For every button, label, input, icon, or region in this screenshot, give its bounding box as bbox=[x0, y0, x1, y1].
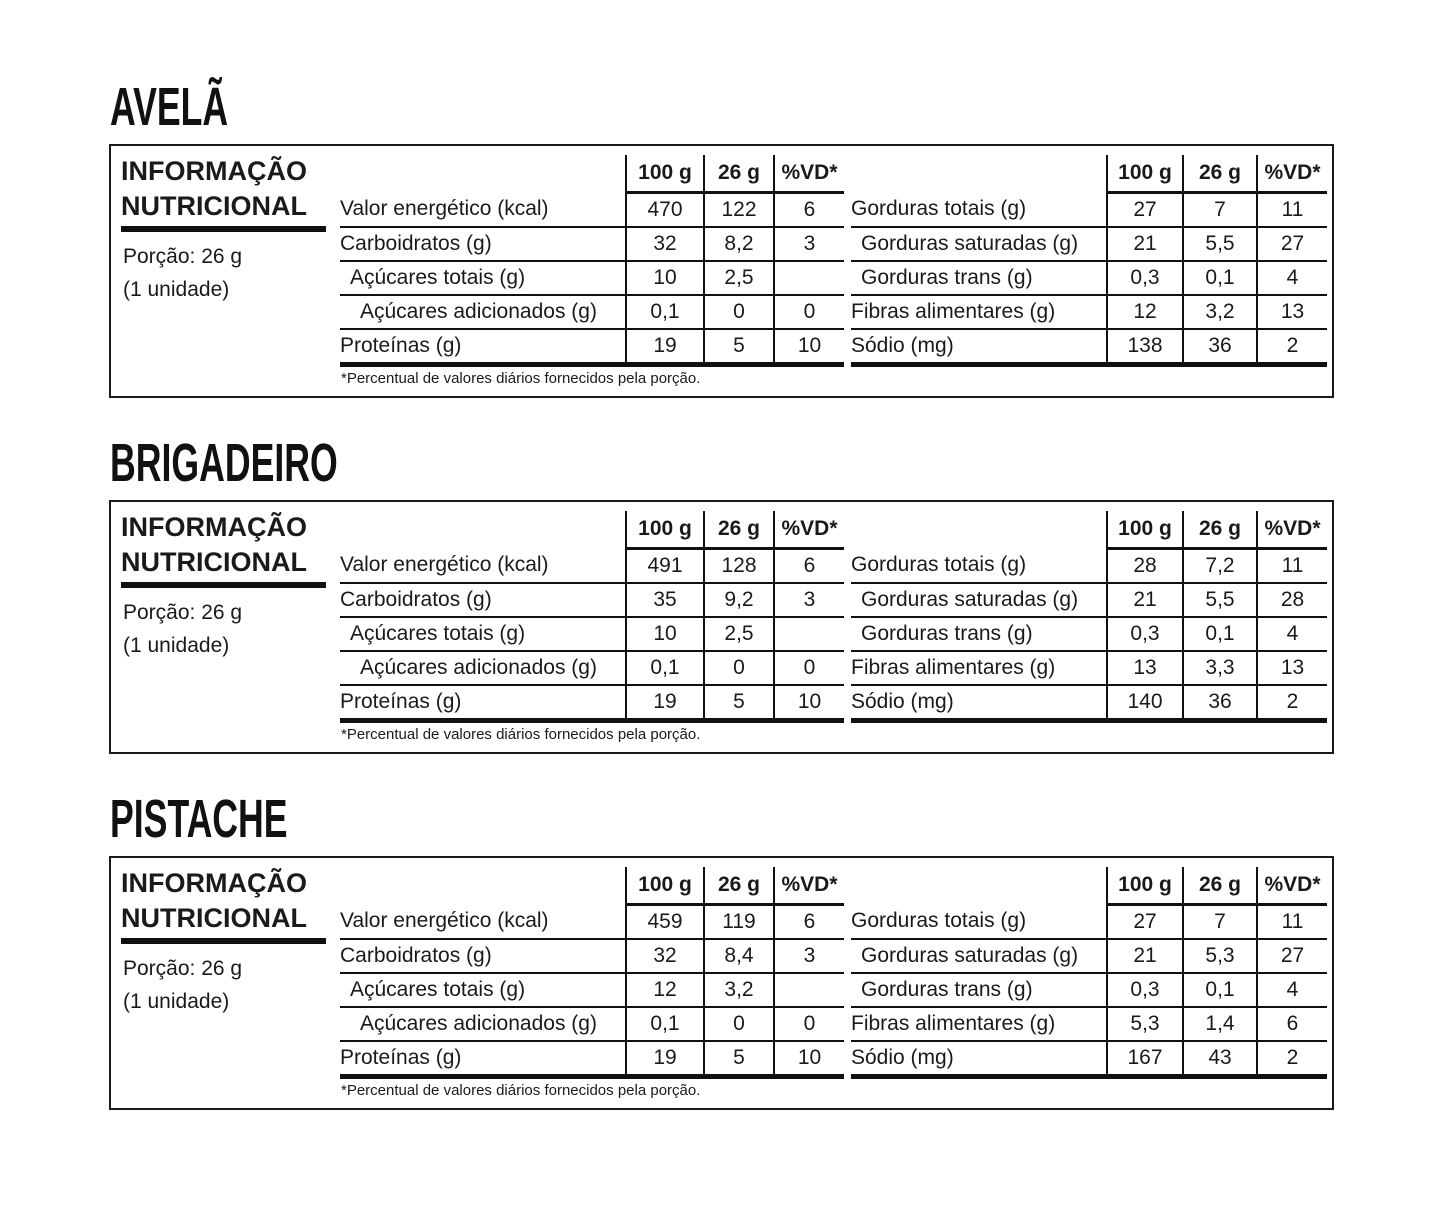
table-row bbox=[851, 617, 1327, 651]
table-row bbox=[340, 685, 844, 721]
col-header-100g: 100 g bbox=[1107, 511, 1183, 549]
value-vd: 4 bbox=[1257, 261, 1327, 295]
value-26g: 5,3 bbox=[1183, 939, 1257, 973]
row-label: Fibras alimentares (g) bbox=[851, 295, 1107, 329]
col-header-100g: 100 g bbox=[626, 867, 704, 905]
col-header-vd: %VD* bbox=[1257, 867, 1327, 905]
value-vd: 4 bbox=[1257, 617, 1327, 651]
value-vd: 6 bbox=[1257, 1007, 1327, 1041]
table-row bbox=[851, 583, 1327, 617]
value-100g: 459 bbox=[626, 905, 704, 940]
info-heading-line2: NUTRICIONAL bbox=[121, 191, 307, 221]
row-label: Valor energético (kcal) bbox=[340, 549, 626, 584]
table-row bbox=[340, 1007, 844, 1041]
table-row bbox=[340, 939, 844, 973]
info-heading-line2: NUTRICIONAL bbox=[121, 903, 307, 933]
row-label: Carboidratos (g) bbox=[340, 227, 626, 261]
row-label: Gorduras trans (g) bbox=[851, 973, 1107, 1007]
row-label: Valor energético (kcal) bbox=[340, 193, 626, 228]
portion-line2: (1 unidade) bbox=[123, 634, 230, 657]
value-vd: 28 bbox=[1257, 583, 1327, 617]
col-header-26g: 26 g bbox=[704, 867, 774, 905]
value-vd: 3 bbox=[774, 583, 844, 617]
info-heading bbox=[121, 866, 326, 944]
value-26g: 5,5 bbox=[1183, 583, 1257, 617]
nutrient-table-left bbox=[340, 511, 844, 723]
nutrient-table-right bbox=[851, 867, 1327, 1079]
value-26g: 0,1 bbox=[1183, 261, 1257, 295]
col-header-26g: 26 g bbox=[704, 511, 774, 549]
row-label: Açúcares adicionados (g) bbox=[340, 651, 626, 685]
product-title: PISTACHE bbox=[110, 789, 288, 849]
row-label: Gorduras totais (g) bbox=[851, 905, 1107, 940]
value-26g: 2,5 bbox=[704, 617, 774, 651]
value-vd: 11 bbox=[1257, 905, 1327, 940]
value-26g: 0,1 bbox=[1183, 973, 1257, 1007]
table-row bbox=[340, 295, 844, 329]
value-26g: 0 bbox=[704, 651, 774, 685]
row-label: Fibras alimentares (g) bbox=[851, 651, 1107, 685]
value-100g: 12 bbox=[1107, 295, 1183, 329]
row-label: Açúcares adicionados (g) bbox=[340, 1007, 626, 1041]
table-row bbox=[340, 329, 844, 365]
value-26g: 36 bbox=[1183, 685, 1257, 721]
row-label: Carboidratos (g) bbox=[340, 939, 626, 973]
row-label: Açúcares totais (g) bbox=[340, 617, 626, 651]
col-header-100g: 100 g bbox=[1107, 867, 1183, 905]
row-label: Proteínas (g) bbox=[340, 1041, 626, 1077]
nutrient-table-left bbox=[340, 867, 844, 1079]
table-row bbox=[851, 1007, 1327, 1041]
value-vd: 6 bbox=[774, 905, 844, 940]
table-row bbox=[340, 583, 844, 617]
value-26g: 5 bbox=[704, 1041, 774, 1077]
nutrition-facts-panel bbox=[109, 856, 1334, 1110]
table-row bbox=[340, 549, 844, 584]
value-26g: 3,3 bbox=[1183, 651, 1257, 685]
row-label: Gorduras trans (g) bbox=[851, 617, 1107, 651]
value-100g: 21 bbox=[1107, 583, 1183, 617]
table-row bbox=[851, 549, 1327, 584]
value-100g: 21 bbox=[1107, 227, 1183, 261]
value-vd: 0 bbox=[774, 1007, 844, 1041]
value-100g: 0,1 bbox=[626, 1007, 704, 1041]
nutrition-facts-panel bbox=[109, 500, 1334, 754]
value-26g: 8,4 bbox=[704, 939, 774, 973]
value-100g: 19 bbox=[626, 329, 704, 365]
table-row bbox=[851, 193, 1327, 228]
value-26g: 122 bbox=[704, 193, 774, 228]
product-title: AVELÃ bbox=[110, 77, 229, 137]
value-26g: 1,4 bbox=[1183, 1007, 1257, 1041]
row-label: Gorduras trans (g) bbox=[851, 261, 1107, 295]
row-label: Gorduras saturadas (g) bbox=[851, 583, 1107, 617]
value-vd: 2 bbox=[1257, 685, 1327, 721]
table-row bbox=[340, 261, 844, 295]
value-26g: 119 bbox=[704, 905, 774, 940]
value-vd: 0 bbox=[774, 651, 844, 685]
value-100g: 35 bbox=[626, 583, 704, 617]
value-26g: 7,2 bbox=[1183, 549, 1257, 584]
value-26g: 43 bbox=[1183, 1041, 1257, 1077]
table-row bbox=[851, 685, 1327, 721]
nutrient-table-right bbox=[851, 155, 1327, 367]
nutrition-facts-panel bbox=[109, 144, 1334, 398]
value-100g: 32 bbox=[626, 939, 704, 973]
col-header-26g: 26 g bbox=[704, 155, 774, 193]
value-26g: 5 bbox=[704, 685, 774, 721]
table-row bbox=[851, 651, 1327, 685]
value-100g: 0,3 bbox=[1107, 261, 1183, 295]
value-26g: 7 bbox=[1183, 193, 1257, 228]
portion-line1: Porção: 26 g bbox=[123, 601, 243, 624]
col-header-26g: 26 g bbox=[1183, 155, 1257, 193]
row-label: Sódio (mg) bbox=[851, 329, 1107, 365]
product-title: BRIGADEIRO bbox=[110, 433, 338, 493]
info-heading bbox=[121, 510, 326, 588]
row-label: Valor energético (kcal) bbox=[340, 905, 626, 940]
value-vd: 13 bbox=[1257, 651, 1327, 685]
value-vd: 11 bbox=[1257, 193, 1327, 228]
table-row bbox=[340, 193, 844, 228]
value-100g: 27 bbox=[1107, 193, 1183, 228]
value-vd: 0 bbox=[774, 295, 844, 329]
value-26g: 0 bbox=[704, 295, 774, 329]
value-100g: 470 bbox=[626, 193, 704, 228]
value-26g: 0 bbox=[704, 1007, 774, 1041]
portion-size bbox=[123, 240, 242, 306]
value-100g: 10 bbox=[626, 617, 704, 651]
value-vd bbox=[774, 261, 844, 295]
table-row bbox=[851, 939, 1327, 973]
value-26g: 7 bbox=[1183, 905, 1257, 940]
value-26g: 128 bbox=[704, 549, 774, 584]
value-vd: 6 bbox=[774, 193, 844, 228]
col-header-26g: 26 g bbox=[1183, 511, 1257, 549]
table-row bbox=[340, 973, 844, 1007]
portion-line1: Porção: 26 g bbox=[123, 245, 243, 268]
value-26g: 3,2 bbox=[1183, 295, 1257, 329]
info-heading-line1: INFORMAÇÃO bbox=[121, 156, 307, 186]
value-100g: 28 bbox=[1107, 549, 1183, 584]
table-row bbox=[851, 295, 1327, 329]
col-header-100g: 100 g bbox=[626, 511, 704, 549]
row-label: Gorduras totais (g) bbox=[851, 193, 1107, 228]
row-label: Proteínas (g) bbox=[340, 329, 626, 365]
row-label: Sódio (mg) bbox=[851, 685, 1107, 721]
table-row bbox=[340, 617, 844, 651]
row-label: Gorduras saturadas (g) bbox=[851, 939, 1107, 973]
footnote: *Percentual de valores diários fornecidos pela porção. bbox=[341, 1082, 701, 1099]
value-100g: 19 bbox=[626, 1041, 704, 1077]
value-vd: 2 bbox=[1257, 1041, 1327, 1077]
value-100g: 0,1 bbox=[626, 651, 704, 685]
value-26g: 0,1 bbox=[1183, 617, 1257, 651]
value-100g: 138 bbox=[1107, 329, 1183, 365]
table-row bbox=[340, 1041, 844, 1077]
value-100g: 21 bbox=[1107, 939, 1183, 973]
value-100g: 0,3 bbox=[1107, 617, 1183, 651]
value-vd: 2 bbox=[1257, 329, 1327, 365]
value-vd: 3 bbox=[774, 227, 844, 261]
table-row bbox=[340, 227, 844, 261]
value-100g: 491 bbox=[626, 549, 704, 584]
table-row bbox=[851, 973, 1327, 1007]
value-26g: 5 bbox=[704, 329, 774, 365]
value-vd: 10 bbox=[774, 685, 844, 721]
portion-size bbox=[123, 952, 242, 1018]
value-26g: 9,2 bbox=[704, 583, 774, 617]
info-heading-line1: INFORMAÇÃO bbox=[121, 868, 307, 898]
row-label: Proteínas (g) bbox=[340, 685, 626, 721]
value-vd: 10 bbox=[774, 329, 844, 365]
row-label: Carboidratos (g) bbox=[340, 583, 626, 617]
table-row bbox=[851, 905, 1327, 940]
portion-line2: (1 unidade) bbox=[123, 278, 230, 301]
nutrient-table-right bbox=[851, 511, 1327, 723]
table-row bbox=[340, 905, 844, 940]
info-heading-line1: INFORMAÇÃO bbox=[121, 512, 307, 542]
table-row bbox=[851, 329, 1327, 365]
col-header-100g: 100 g bbox=[626, 155, 704, 193]
table-row bbox=[340, 651, 844, 685]
col-header-vd: %VD* bbox=[774, 867, 844, 905]
footnote: *Percentual de valores diários fornecidos pela porção. bbox=[341, 726, 701, 743]
value-vd: 13 bbox=[1257, 295, 1327, 329]
portion-size bbox=[123, 596, 242, 662]
value-100g: 13 bbox=[1107, 651, 1183, 685]
col-header-100g: 100 g bbox=[1107, 155, 1183, 193]
value-26g: 8,2 bbox=[704, 227, 774, 261]
value-26g: 36 bbox=[1183, 329, 1257, 365]
table-row bbox=[851, 1041, 1327, 1077]
row-label: Fibras alimentares (g) bbox=[851, 1007, 1107, 1041]
nutrient-table-left bbox=[340, 155, 844, 367]
col-header-vd: %VD* bbox=[774, 155, 844, 193]
col-header-26g: 26 g bbox=[1183, 867, 1257, 905]
value-100g: 32 bbox=[626, 227, 704, 261]
row-label: Sódio (mg) bbox=[851, 1041, 1107, 1077]
value-vd: 11 bbox=[1257, 549, 1327, 584]
value-100g: 140 bbox=[1107, 685, 1183, 721]
value-vd: 27 bbox=[1257, 227, 1327, 261]
value-26g: 5,5 bbox=[1183, 227, 1257, 261]
row-label: Açúcares totais (g) bbox=[340, 973, 626, 1007]
value-100g: 27 bbox=[1107, 905, 1183, 940]
row-label: Gorduras saturadas (g) bbox=[851, 227, 1107, 261]
col-header-vd: %VD* bbox=[774, 511, 844, 549]
value-100g: 0,1 bbox=[626, 295, 704, 329]
value-100g: 0,3 bbox=[1107, 973, 1183, 1007]
col-header-vd: %VD* bbox=[1257, 511, 1327, 549]
value-vd: 4 bbox=[1257, 973, 1327, 1007]
value-26g: 3,2 bbox=[704, 973, 774, 1007]
value-100g: 19 bbox=[626, 685, 704, 721]
value-vd: 3 bbox=[774, 939, 844, 973]
portion-line2: (1 unidade) bbox=[123, 990, 230, 1013]
table-row bbox=[851, 227, 1327, 261]
table-row bbox=[851, 261, 1327, 295]
value-vd bbox=[774, 617, 844, 651]
row-label: Gorduras totais (g) bbox=[851, 549, 1107, 584]
value-vd: 10 bbox=[774, 1041, 844, 1077]
value-vd: 6 bbox=[774, 549, 844, 584]
value-vd: 27 bbox=[1257, 939, 1327, 973]
value-vd bbox=[774, 973, 844, 1007]
value-100g: 12 bbox=[626, 973, 704, 1007]
row-label: Açúcares adicionados (g) bbox=[340, 295, 626, 329]
info-heading bbox=[121, 154, 326, 232]
info-heading-line2: NUTRICIONAL bbox=[121, 547, 307, 577]
value-26g: 2,5 bbox=[704, 261, 774, 295]
row-label: Açúcares totais (g) bbox=[340, 261, 626, 295]
footnote: *Percentual de valores diários fornecidos pela porção. bbox=[341, 370, 701, 387]
col-header-vd: %VD* bbox=[1257, 155, 1327, 193]
value-100g: 10 bbox=[626, 261, 704, 295]
value-100g: 5,3 bbox=[1107, 1007, 1183, 1041]
portion-line1: Porção: 26 g bbox=[123, 957, 243, 980]
value-100g: 167 bbox=[1107, 1041, 1183, 1077]
